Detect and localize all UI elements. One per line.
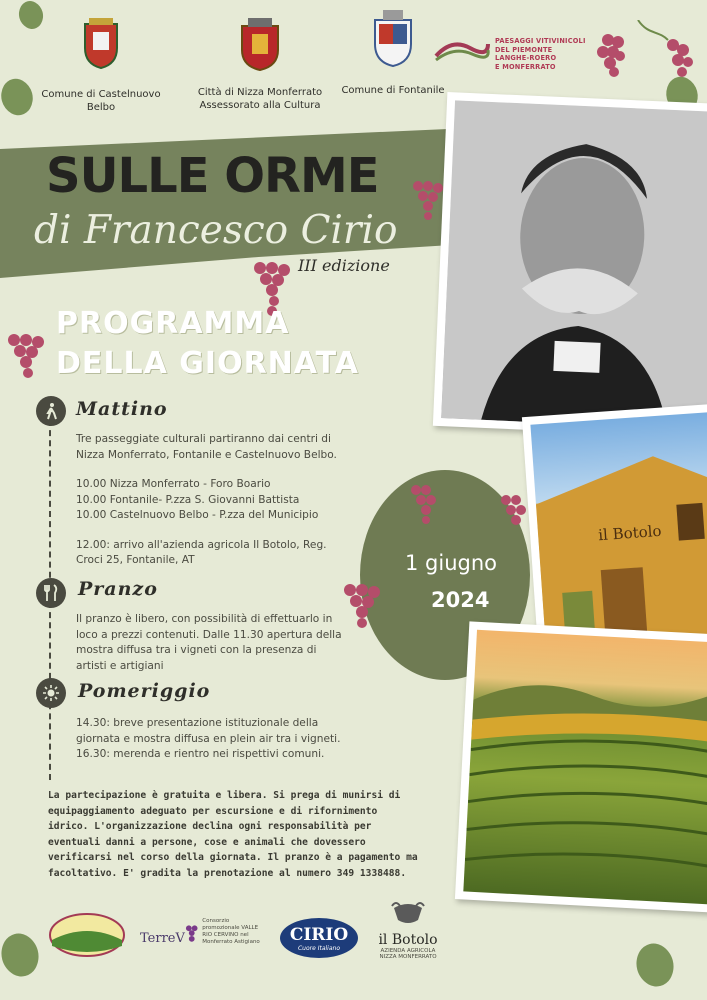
- disclaimer-line: equipaggiamento adeguato per escursione e di rifornimento: [48, 805, 378, 817]
- logo-label-line1: Città di Nizza Monferrato: [197, 87, 323, 98]
- disclaimer-line: La partecipazione è gratuita e libera. Si prega di munirsi di: [48, 790, 401, 801]
- programma-line2: DELLA GIORNATA: [56, 346, 360, 381]
- logo-nizza-monferrato: [190, 18, 330, 112]
- pranzo-line: loco a prezzi contenuti. Dalle 11.30 apertura della: [76, 628, 342, 641]
- terrev-wordmark: TerreV: [140, 931, 185, 946]
- building-image: [530, 412, 707, 648]
- crest-icon: [238, 18, 282, 72]
- mattino-body: [76, 432, 376, 569]
- botolo-sub2: NIZZA MONFERRATO: [379, 954, 437, 960]
- pomeriggio-line: giornata e mostra diffusa en plein air tra i vigneti.: [76, 732, 341, 745]
- event-year: 2024: [431, 588, 490, 612]
- event-date: 1 giugno: [405, 551, 497, 575]
- sun-icon: [36, 678, 66, 708]
- paesaggi-line: DEL PIEMONTE: [495, 45, 553, 54]
- logo-castelnuovo-belbo: [30, 18, 172, 114]
- logo-label-line2: Assessorato alla Cultura: [199, 100, 321, 111]
- cutlery-icon: [36, 578, 66, 608]
- sponsor-logo-landscape: [48, 912, 126, 958]
- sponsor-terrev: [140, 918, 260, 946]
- bull-logo-icon: [388, 898, 428, 928]
- pomeriggio-line: 14.30: breve presentazione istituzionale della: [76, 717, 319, 729]
- grape-decoration-left: [2, 330, 52, 390]
- departure-item: 10.00 Nizza Monferrato - Foro Boario: [76, 478, 271, 490]
- cirio-sub: Cuore Italiano: [297, 944, 340, 952]
- disclaimer-line: idrico. L'organizzazione declina ogni responsabilità per: [48, 821, 372, 833]
- cirio-wordmark: CIRIO: [289, 924, 349, 945]
- mattino-intro-line: Nizza Monferrato, Fontanile e Castelnuovo Belbo.: [76, 448, 337, 461]
- logo-fontanile: [338, 10, 448, 97]
- building-figure: [530, 412, 707, 648]
- arrival-line: 12.00: arrivo all'azienda agricola Il Botolo, Reg.: [76, 538, 327, 551]
- disclaimer-line: verificarsi nel corso della giornata. Il pranzo è a pagamento ma: [48, 852, 418, 864]
- pranzo-line: Il pranzo è libero, con possibilità di effettuarlo in: [76, 613, 333, 625]
- section-mattino-title: Mattino: [76, 398, 168, 420]
- paesaggi-logo-icon: [434, 36, 490, 62]
- programma-heading: [56, 304, 359, 384]
- paesaggi-line: E MONFERRATO: [495, 62, 556, 71]
- botolo-sub: AZIENDA AGRICOLA: [380, 948, 436, 954]
- edition-label: III edizione: [298, 256, 390, 275]
- portrait-figure: [441, 100, 707, 429]
- building-sign: il Botolo: [597, 521, 663, 545]
- sponsor-cirio: [280, 918, 358, 958]
- leaf-decoration: [628, 938, 683, 993]
- grape-decoration-center-top: [406, 480, 546, 540]
- pomeriggio-body: [76, 716, 376, 763]
- crest-icon: [369, 10, 417, 68]
- departure-item: 10.00 Fontanile- P.zza S. Giovanni Battista: [76, 493, 300, 506]
- departure-item: 10.00 Castelnuovo Belbo - P.zza del Municipio: [76, 509, 319, 521]
- pomeriggio-line: 16.30: merenda e rientro nei rispettivi comuni.: [76, 748, 325, 760]
- mattino-intro-line: Tre passeggiate culturali partiranno dai centri di: [76, 433, 331, 445]
- paesaggi-line: LANGHE-ROERO: [495, 54, 557, 62]
- pranzo-body: [76, 612, 376, 674]
- hiker-icon: [36, 396, 66, 426]
- botolo-name: il Botolo: [378, 932, 438, 948]
- disclaimer-line: eventuali danni a persone, cose e animali che dovessero: [48, 836, 366, 848]
- section-pranzo-title: Pranzo: [78, 578, 158, 600]
- pranzo-line: mostra diffusa tra i vigneti con la presenza di: [76, 644, 317, 656]
- paesaggi-line: PAESAGGI VITIVINICOLI: [495, 37, 586, 45]
- logo-label: Comune di Fontanile: [341, 85, 445, 96]
- leaf-decoration: [0, 928, 47, 983]
- portrait-image: [441, 100, 707, 429]
- title-main: SULLE ORME: [46, 148, 379, 204]
- crest-icon: [81, 18, 121, 70]
- paesaggi-logo-text: [495, 37, 586, 71]
- disclaimer-line: facoltativo. E' gradita la prenotazione al numero 349 1338488.: [48, 867, 407, 879]
- disclaimer-text: [48, 788, 430, 882]
- logo-label: Comune di Castelnuovo Belbo: [41, 89, 161, 113]
- portrait-photo: [433, 92, 707, 438]
- sponsor-il-botolo: [372, 898, 444, 960]
- pranzo-line: artisti e artigiani: [76, 659, 164, 672]
- title-script: di Francesco Cirio: [34, 208, 398, 253]
- vineyard-photo: [455, 621, 707, 912]
- building-photo: [522, 403, 707, 656]
- vineyard-image: [463, 630, 707, 904]
- vineyard-figure: [463, 630, 707, 904]
- grape-logo-icon: [185, 924, 200, 946]
- section-pomeriggio-title: Pomeriggio: [78, 680, 211, 702]
- programma-line1: PROGRAMMA: [56, 306, 290, 341]
- arrival-line: Croci 25, Fontanile, AT: [76, 554, 195, 566]
- terrev-sub: Consorzio promozionale VALLE RIO CERVINO nel Monferrato Astigiano: [202, 918, 260, 945]
